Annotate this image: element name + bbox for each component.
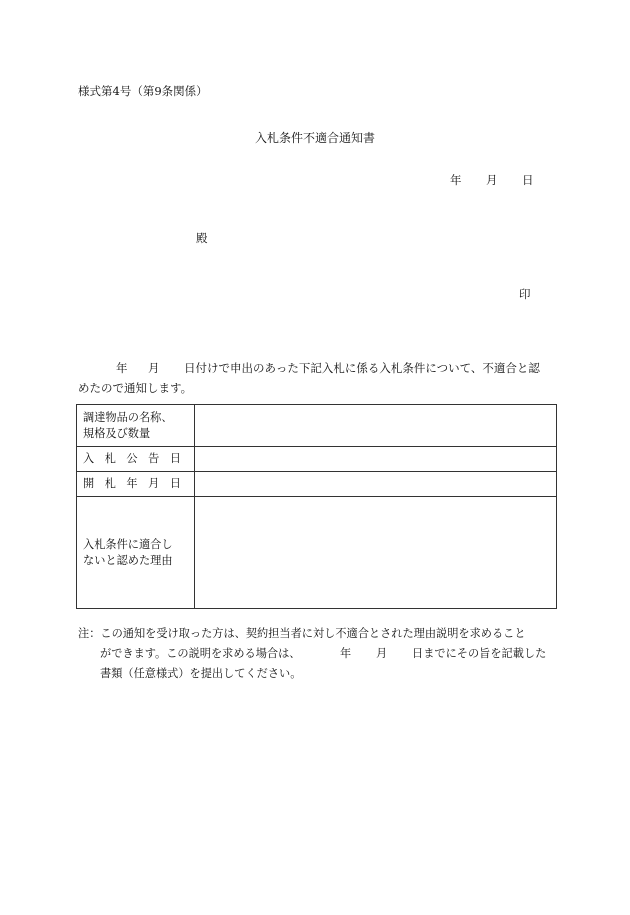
value-nonconformity-reason[interactable] [195, 497, 557, 609]
value-item-name[interactable] [195, 405, 557, 447]
body-year-label: 年 [116, 361, 128, 375]
form-number: 様式第4号（第9条関係） [78, 84, 208, 98]
body-text-line-2: めたので通知します。 [78, 381, 193, 395]
date-day-label: 日 [522, 173, 534, 187]
label-nonconformity-reason: 入札条件に適合し ないと認めた理由 [77, 497, 195, 609]
note-line-3: 書類（任意様式）を提出してください。 [100, 667, 302, 680]
info-table [76, 404, 557, 609]
label-bid-opening-date: 開 札 年 月 日 [77, 472, 195, 497]
note-line-2 [100, 647, 547, 660]
note-line-2-rest: 日までにその旨を記載した [412, 647, 547, 660]
label-bid-announcement-date: 入 札 公 告 日 [77, 447, 195, 472]
table-row [77, 405, 557, 447]
value-bid-opening-date[interactable] [195, 472, 557, 497]
note-line-2-start: ができます。この説明を求める場合は、 [100, 647, 301, 660]
date-year-label: 年 [450, 173, 462, 187]
addressee-honorific: 殿 [196, 231, 208, 245]
body-text-rest: 日付けで申出のあった下記入札に係る入札条件について、不適合と認 [184, 361, 540, 375]
body-month-label: 月 [148, 361, 160, 375]
value-bid-announcement-date[interactable] [195, 447, 557, 472]
note-line-1: 注：この通知を受け取った方は、契約担当者に対し不適合とされた理由説明を求めること [78, 627, 526, 640]
note-month-label: 月 [376, 647, 388, 660]
date-month-label: 月 [486, 173, 498, 187]
note-year-label: 年 [340, 647, 352, 660]
table-row [77, 447, 557, 472]
table-row [77, 472, 557, 497]
label-item-name: 調達物品の名称、 規格及び数量 [77, 405, 195, 447]
seal-mark: 印 [519, 287, 531, 301]
document-title: 入札条件不適合通知書 [254, 131, 375, 145]
table-row [77, 497, 557, 609]
